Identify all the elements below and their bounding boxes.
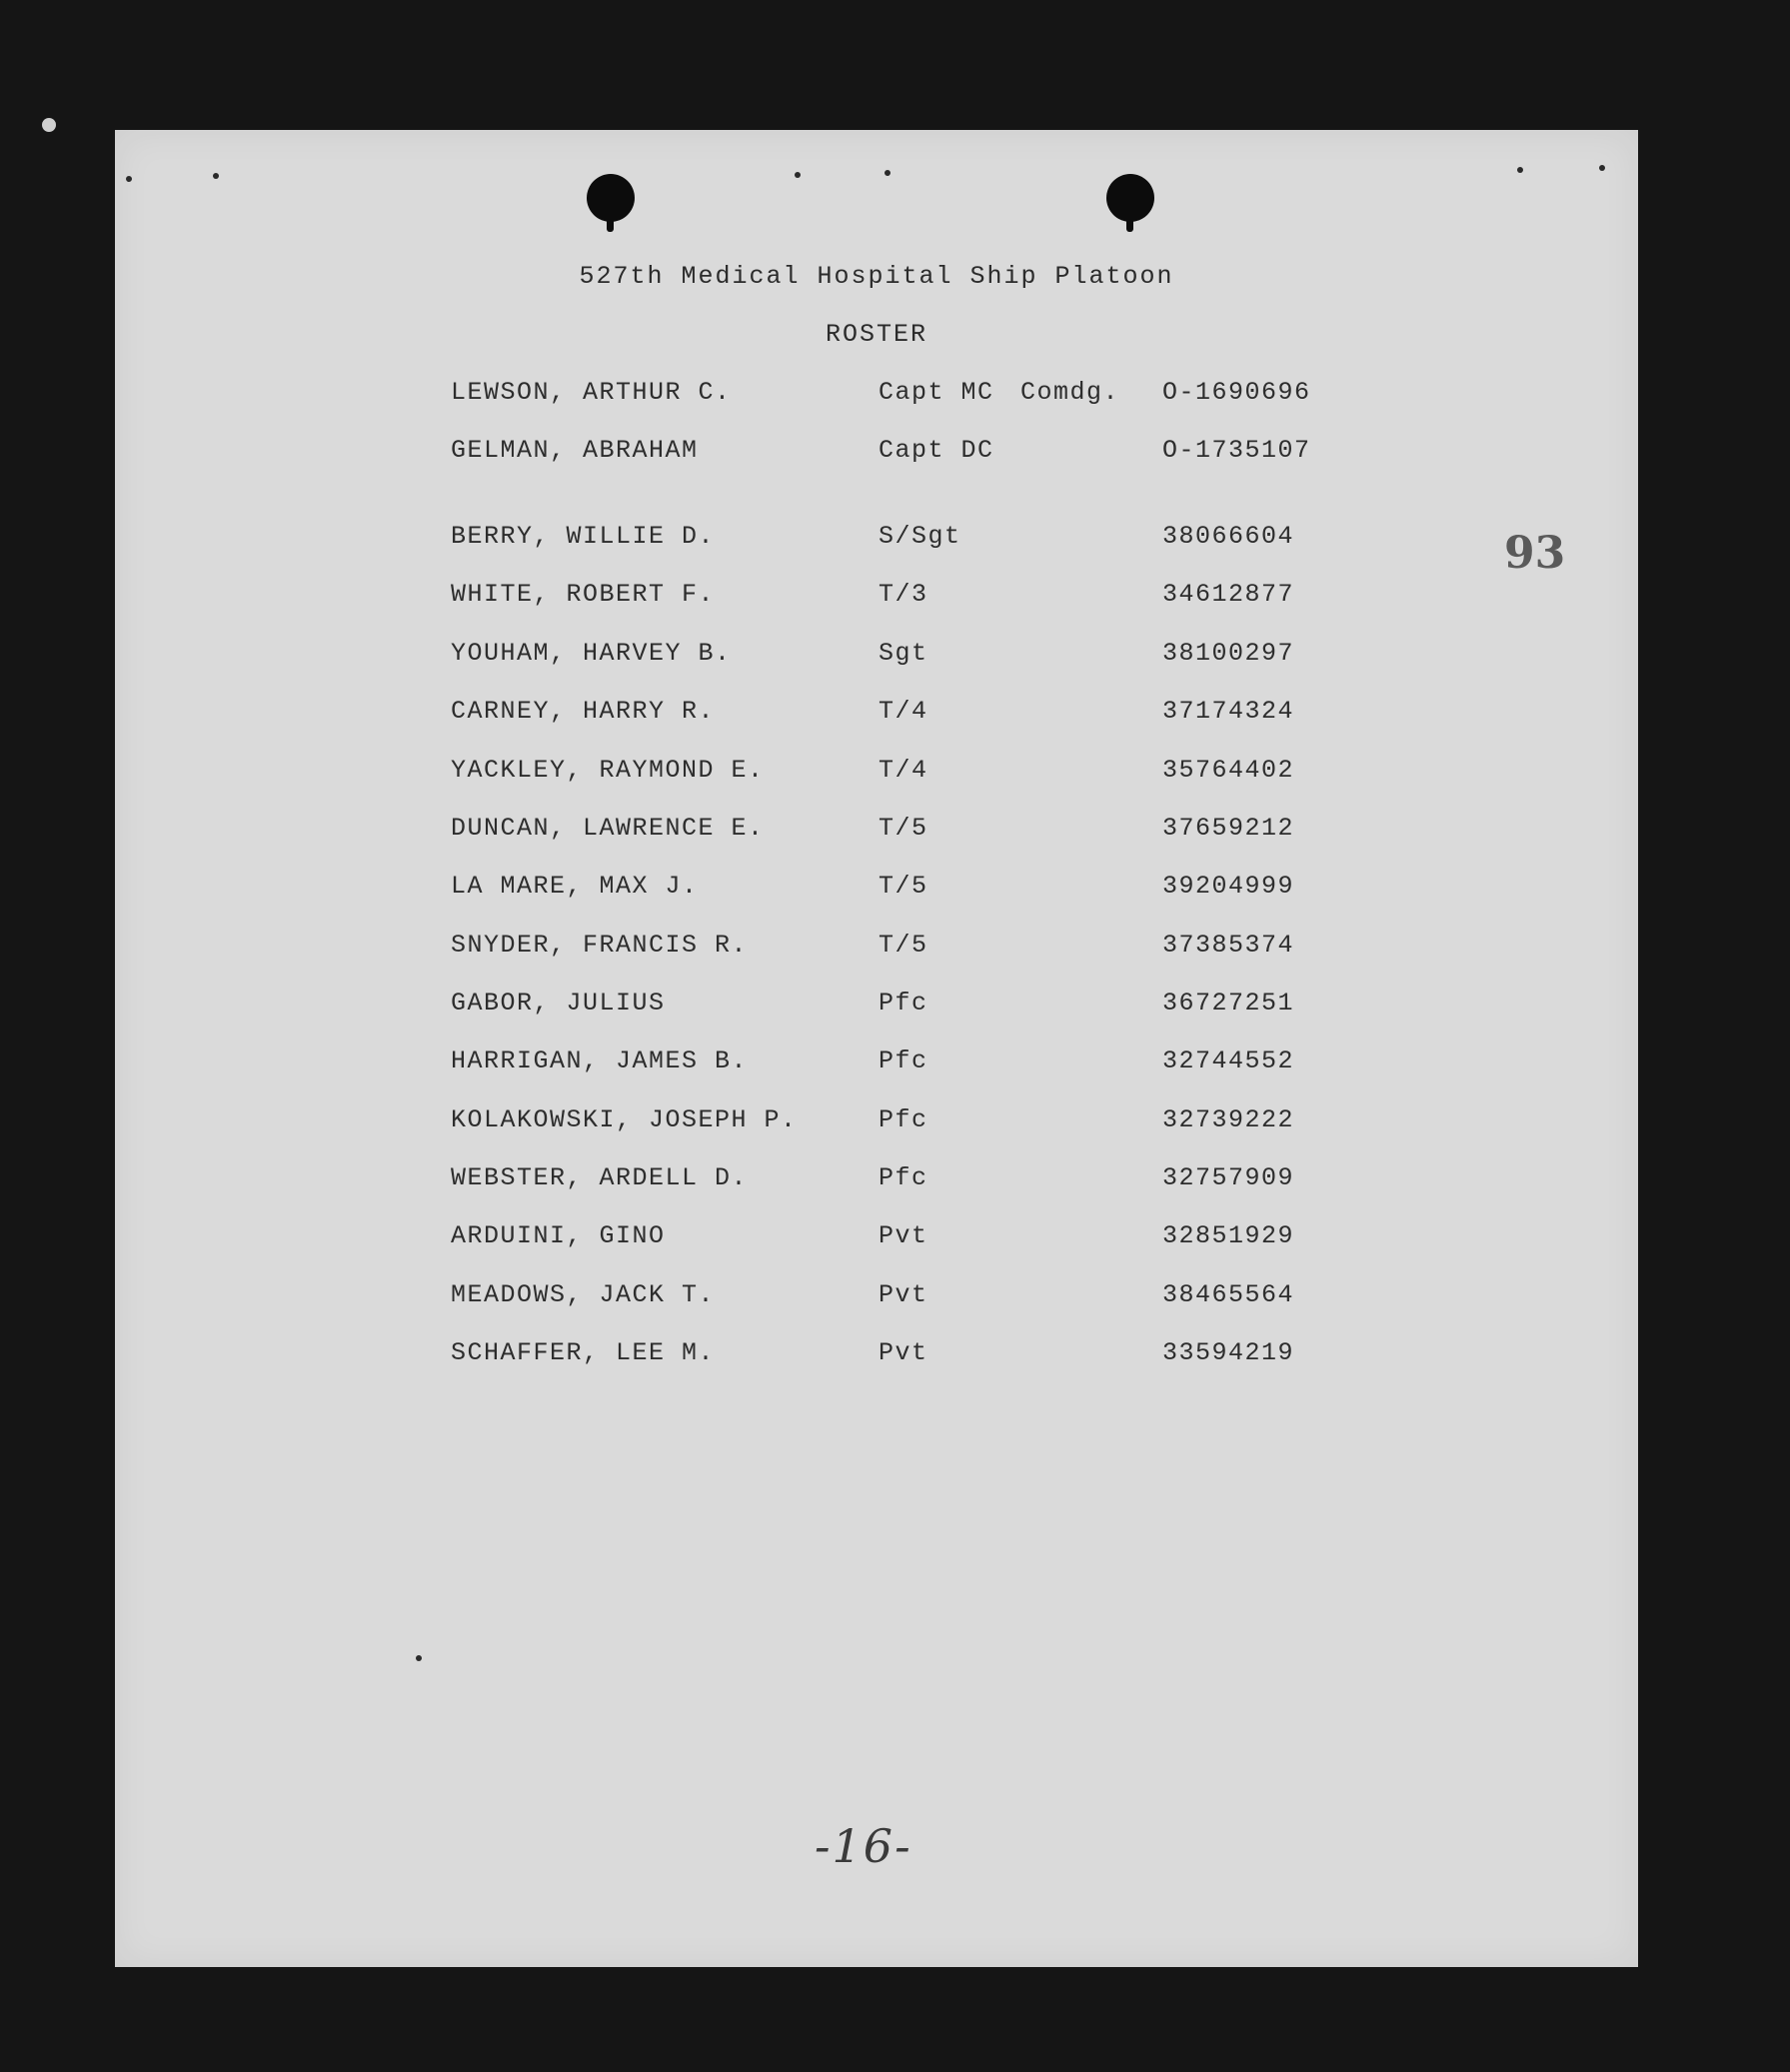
- roster-row: [115, 378, 1638, 418]
- member-serial: 37659212: [1162, 814, 1295, 843]
- member-rank: S/Sgt: [879, 522, 961, 551]
- roster-row: [115, 1105, 1638, 1145]
- member-rank: T/5: [879, 931, 928, 960]
- page-number: -16-: [815, 1819, 912, 1873]
- roster-row: [115, 580, 1638, 620]
- member-serial: 37174324: [1162, 697, 1295, 726]
- roster-row: [115, 436, 1638, 476]
- member-name: CARNEY, HARRY R.: [451, 697, 716, 726]
- member-rank: Pfc: [879, 1163, 928, 1192]
- member-rank: Pfc: [879, 1046, 928, 1075]
- roster-row: [115, 1163, 1638, 1203]
- member-rank: Capt DC: [879, 436, 994, 465]
- member-name: YOUHAM, HARVEY B.: [451, 639, 732, 668]
- member-rank: T/5: [879, 814, 928, 843]
- roster-row: [115, 639, 1638, 679]
- roster-row: [115, 814, 1638, 854]
- member-serial: 38100297: [1162, 639, 1295, 668]
- member-serial: 38465564: [1162, 1280, 1295, 1309]
- member-rank: Sgt: [879, 639, 928, 668]
- roster-row: [115, 697, 1638, 737]
- roster-row: [115, 522, 1638, 562]
- member-name: KOLAKOWSKI, JOSEPH P.: [451, 1105, 798, 1134]
- document-subtitle: ROSTER: [825, 320, 927, 349]
- member-rank: Pvt: [879, 1280, 928, 1309]
- member-serial: 33594219: [1162, 1338, 1295, 1367]
- member-name: ARDUINI, GINO: [451, 1221, 666, 1250]
- roster-row: [115, 1046, 1638, 1086]
- roster-row: [115, 931, 1638, 971]
- member-rank: T/4: [879, 756, 928, 785]
- member-serial: 32851929: [1162, 1221, 1295, 1250]
- member-rank: T/5: [879, 872, 928, 901]
- member-rank: Pfc: [879, 989, 928, 1018]
- member-rank: Pfc: [879, 1105, 928, 1134]
- document-title: 527th Medical Hospital Ship Platoon: [579, 262, 1174, 291]
- member-name: LEWSON, ARTHUR C.: [451, 378, 732, 407]
- roster-row: [115, 1221, 1638, 1261]
- member-name: HARRIGAN, JAMES B.: [451, 1046, 749, 1075]
- member-rank: T/4: [879, 697, 928, 726]
- roster-row: [115, 1280, 1638, 1320]
- member-name: YACKLEY, RAYMOND E.: [451, 756, 765, 785]
- page-stamp-number: 93: [1504, 528, 1566, 579]
- roster-list: [115, 130, 1638, 1967]
- member-note: Comdg.: [1020, 378, 1120, 407]
- member-name: GABOR, JULIUS: [451, 989, 666, 1018]
- member-name: SCHAFFER, LEE M.: [451, 1338, 716, 1367]
- member-serial: O-1690696: [1162, 378, 1311, 407]
- document-page: [115, 130, 1638, 1967]
- member-serial: O-1735107: [1162, 436, 1311, 465]
- member-name: WHITE, ROBERT F.: [451, 580, 716, 609]
- member-name: GELMAN, ABRAHAM: [451, 436, 699, 465]
- member-name: WEBSTER, ARDELL D.: [451, 1163, 749, 1192]
- roster-row: [115, 756, 1638, 796]
- member-name: DUNCAN, LAWRENCE E.: [451, 814, 765, 843]
- roster-row: [115, 872, 1638, 912]
- member-serial: 36727251: [1162, 989, 1295, 1018]
- member-serial: 37385374: [1162, 931, 1295, 960]
- member-serial: 32744552: [1162, 1046, 1295, 1075]
- member-name: MEADOWS, JACK T.: [451, 1280, 716, 1309]
- member-serial: 38066604: [1162, 522, 1295, 551]
- member-rank: Pvt: [879, 1221, 928, 1250]
- member-serial: 34612877: [1162, 580, 1295, 609]
- roster-row: [115, 1338, 1638, 1378]
- member-name: LA MARE, MAX J.: [451, 872, 699, 901]
- member-rank: T/3: [879, 580, 928, 609]
- member-serial: 32739222: [1162, 1105, 1295, 1134]
- member-name: SNYDER, FRANCIS R.: [451, 931, 749, 960]
- member-serial: 35764402: [1162, 756, 1295, 785]
- member-name: BERRY, WILLIE D.: [451, 522, 716, 551]
- member-rank: Pvt: [879, 1338, 928, 1367]
- member-serial: 32757909: [1162, 1163, 1295, 1192]
- member-rank: Capt MC: [879, 378, 994, 407]
- member-serial: 39204999: [1162, 872, 1295, 901]
- scan-artifact-dot: [42, 118, 56, 132]
- roster-row: [115, 989, 1638, 1029]
